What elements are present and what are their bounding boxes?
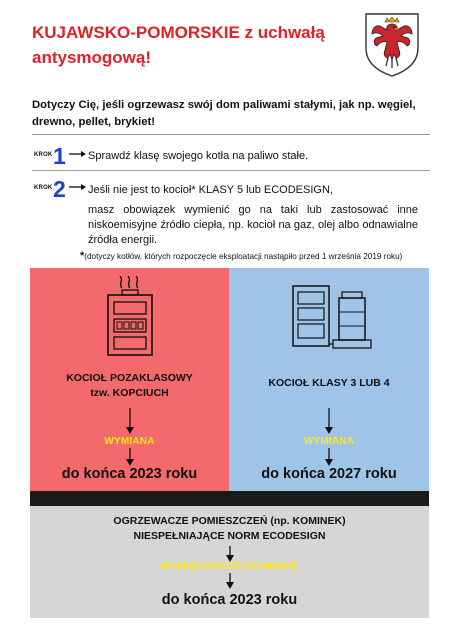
footnote xyxy=(80,250,430,263)
bottom-panel-deadline: do końca 2023 roku xyxy=(161,592,298,608)
arrow-right-icon xyxy=(69,183,87,191)
footnote-star: * xyxy=(80,250,85,262)
arrow-right-icon xyxy=(69,150,87,158)
divider-middle xyxy=(32,170,430,171)
bottom-panel-action: WYMIANA/DOSTOSOWANIE xyxy=(160,561,299,572)
step-2-text: Jeśli nie jest to kocioł* KLASY 5 lub ECODESIGN, xyxy=(88,184,333,196)
left-panel-label-2: tzw. KOPCIUCH xyxy=(90,387,169,399)
intro-line-2: drewno, pellet, brykiet! xyxy=(32,116,156,128)
panel-class-3-4-boiler xyxy=(229,268,429,491)
right-panel-label-1: KOCIOŁ KLASY 3 LUB 4 xyxy=(268,377,390,389)
bottom-panel-label-1: OGRZEWACZE POMIESZCZEŃ (np. KOMINEK) xyxy=(113,515,346,527)
step-2-label: KROK xyxy=(34,185,53,191)
intro-text xyxy=(32,97,430,131)
title-line-1: KUJAWSKO-POMORSKIE z uchwałą xyxy=(32,23,325,42)
footnote-text: (dotyczy kotłów, których rozpoczęcie eksploatacji nastąpiło przed 1 września 2019 roku) xyxy=(84,252,403,261)
step-1-label: KROK xyxy=(34,152,53,158)
arrow-down-icon xyxy=(225,546,235,562)
dark-separator-bar xyxy=(30,491,429,506)
old-boiler-icon xyxy=(102,274,158,358)
right-panel-deadline: do końca 2027 roku xyxy=(261,466,397,482)
left-panel-label-1: KOCIOŁ POZAKLASOWY xyxy=(66,372,193,384)
title-line-2: antysmogową! xyxy=(32,48,152,67)
divider-top xyxy=(32,134,430,135)
panel-room-heaters xyxy=(30,506,429,618)
right-panel-action: WYMIANA xyxy=(303,436,355,447)
left-panel-text xyxy=(30,371,229,401)
arrow-down-icon xyxy=(225,573,235,589)
page-title xyxy=(32,20,352,70)
right-panel-text xyxy=(229,376,429,391)
step-1-text: Sprawdź klasę swojego kotła na paliwo stałe. xyxy=(88,150,309,162)
intro-line-1: Dotyczy Cię, jeśli ogrzewasz swój dom paliwami stałymi, jak np. węgiel, xyxy=(32,99,416,111)
step-1-number: 1 xyxy=(53,143,66,169)
arrow-down-icon xyxy=(324,408,334,434)
bottom-panel-label-2: NIESPEŁNIAJĄCE NORM ECODESIGN xyxy=(133,530,326,542)
coat-of-arms-eagle-icon xyxy=(364,12,420,78)
bottom-panel-text xyxy=(30,514,429,544)
arrow-down-icon xyxy=(324,448,334,466)
panel-old-boiler xyxy=(30,268,229,491)
step-2-number: 2 xyxy=(53,176,66,202)
left-panel-deadline: do końca 2023 roku xyxy=(61,466,198,482)
arrow-down-icon xyxy=(125,448,135,466)
arrow-down-icon xyxy=(125,408,135,434)
step-2-paragraph: masz obowiązek wymienić go na taki lub zastosować inne niskoemisyjne źródło ciepła, np. kocioł na gaz, olej albo odnawialne źródła energii. xyxy=(88,204,418,246)
class-3-4-boiler-icon xyxy=(289,282,375,356)
left-panel-action: WYMIANA xyxy=(104,436,155,447)
